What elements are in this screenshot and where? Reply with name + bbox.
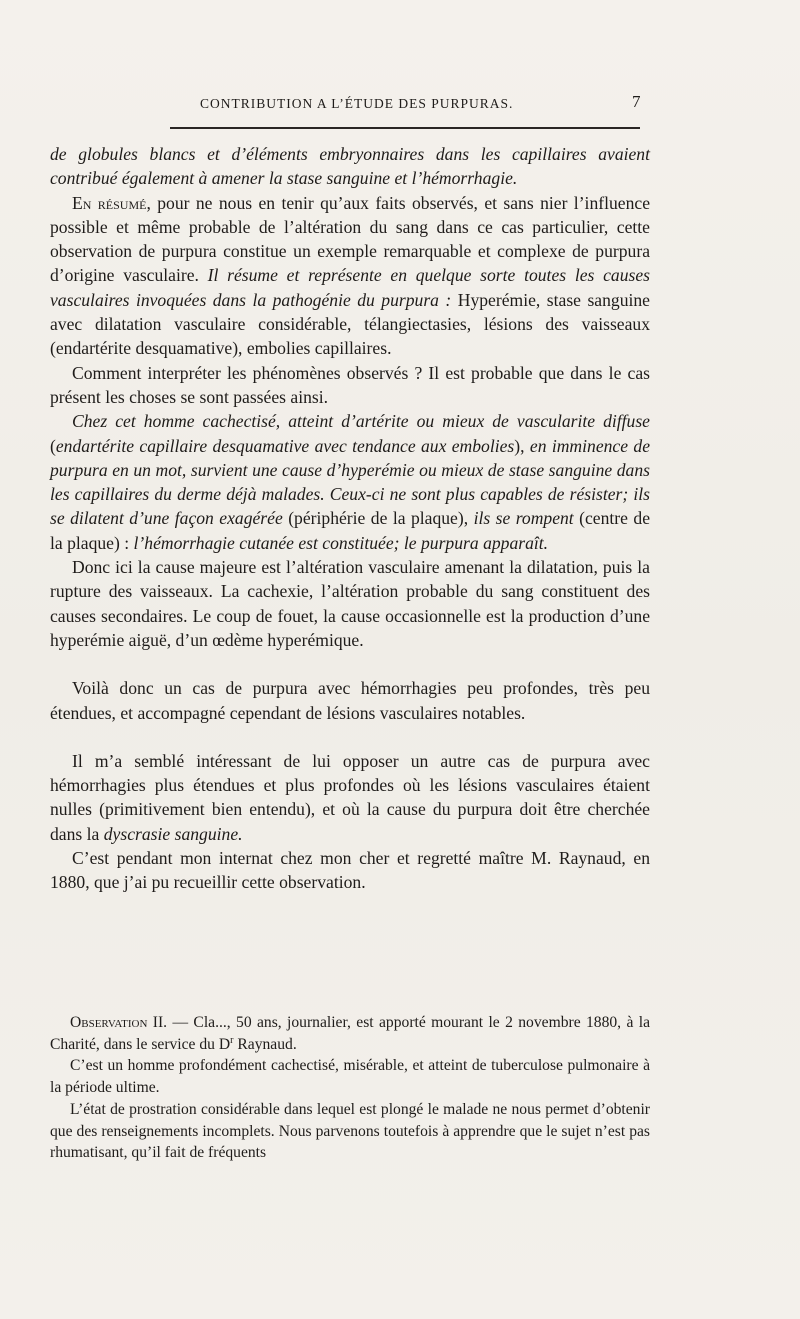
paragraph-1 [50, 142, 650, 191]
paragraph-2 [50, 191, 650, 361]
header-rule [170, 127, 640, 129]
italic-span: ils se rompent [473, 508, 574, 529]
text-span: Raynaud. [233, 1035, 297, 1053]
paragraph-6: Voilà donc un cas de purpura avec hémorrhagies peu profondes, très peu étendues, et accompagné cependant de lésions vasculaires notables. [50, 678, 650, 723]
italic-span: Chez cet homme cachectisé, atteint d’artérite ou mieux de vascularite diffuse [72, 411, 650, 432]
running-header: CONTRIBUTION A L’ÉTUDE DES PURPURAS. [200, 96, 514, 111]
italic-span: de globules blancs et d’éléments embryonnaires dans les capillaires avaient contribué également à amener la stase sanguine et l’hémorrhagie. [50, 144, 650, 189]
text-span: ( [50, 435, 56, 456]
paragraph-7 [50, 749, 650, 846]
italic-span: endartérite capillaire desquamative avec tendance aux embolies [55, 435, 515, 456]
italic-span: dyscrasie sanguine. [103, 823, 243, 844]
page-number: 7 [632, 92, 641, 111]
italic-span: l’hémorrhagie cutanée est constituée; le purpura apparaît. [133, 532, 549, 553]
observation-paragraph-2: C’est un homme profondément cachectisé, misérable, et atteint de tuberculose pulmonaire à la période ultime. [50, 1057, 650, 1097]
superscript: r [230, 1034, 234, 1046]
text-span: ), [514, 435, 530, 456]
observation-block [50, 1012, 650, 1164]
text-span: pour ne nous en tenir qu’aux faits observés, et sans nier l’influence possible et même probable de l’altération du sang dans ce cas particulier, cette observation de purpura constitue un exemple remarquable et complexe de purpura d’origine vasculaire. [50, 192, 651, 286]
small-caps-lead: En résumé, [72, 192, 151, 213]
paragraph-3: Comment interpréter les phénomènes observés ? Il est probable que dans le cas présent les choses se sont passées ainsi. [50, 362, 650, 407]
observation-title: Observation II. [70, 1014, 168, 1031]
observation-paragraph-1 [50, 1012, 650, 1055]
italic-span: Il résume et représente en quelque sorte toutes les causes vasculaires invoquées dans la pathogénie du purpura : [50, 265, 650, 310]
text-span: Hyperémie, stase sanguine avec dilatation vasculaire considérable, télangiectasies, lésions des vaisseaux (endartérite desquamative), embolies capillaires. [50, 289, 650, 359]
text-span: — Cla..., 50 ans, journalier, est apporté mourant le 2 novembre 1880, à la Charité, dans le service du D [50, 1014, 650, 1053]
main-text [50, 142, 650, 895]
italic-span: en imminence de purpura en un mot, survient une cause d’hyperémie ou mieux de stase sanguine dans les capillaires du derme déjà malades. Ceux-ci ne sont plus capables de résister; ils se dilatent d’une façon exagérée [50, 435, 651, 529]
paragraph-5: Donc ici la cause majeure est l’altération vasculaire amenant la dilatation, puis la rupture des vaisseaux. La cachexie, l’altération probable du sang constituent des causes secondaires. Le coup de fouet, la cause occasionnelle est la production d’une hyperémie aiguë, d’un œdème hyperémique. [50, 557, 650, 650]
paragraph-8: C’est pendant mon internat chez mon cher et regretté maître M. Raynaud, en 1880, que j’ai pu recueillir cette observation. [50, 848, 650, 893]
observation-paragraph-3: L’état de prostration considérable dans lequel est plongé le malade ne nous permet d’obtenir que des renseignements incomplets. Nous parvenons toutefois à apprendre que le sujet n’est pas rhumatisant, qu’il fait de fréquents [50, 1100, 650, 1162]
text-span: Il m’a semblé intéressant de lui opposer un autre cas de purpura avec hémorrhagies plus étendues et plus profondes où les lésions vasculaires étaient nulles (primitivement bien entendu), et où la cause du purpura doit être cherchée dans la [50, 750, 650, 844]
paragraph-4 [50, 409, 650, 555]
text-span: (périphérie de la plaque), [282, 508, 474, 529]
text-span: (centre de la plaque) : [50, 508, 651, 553]
